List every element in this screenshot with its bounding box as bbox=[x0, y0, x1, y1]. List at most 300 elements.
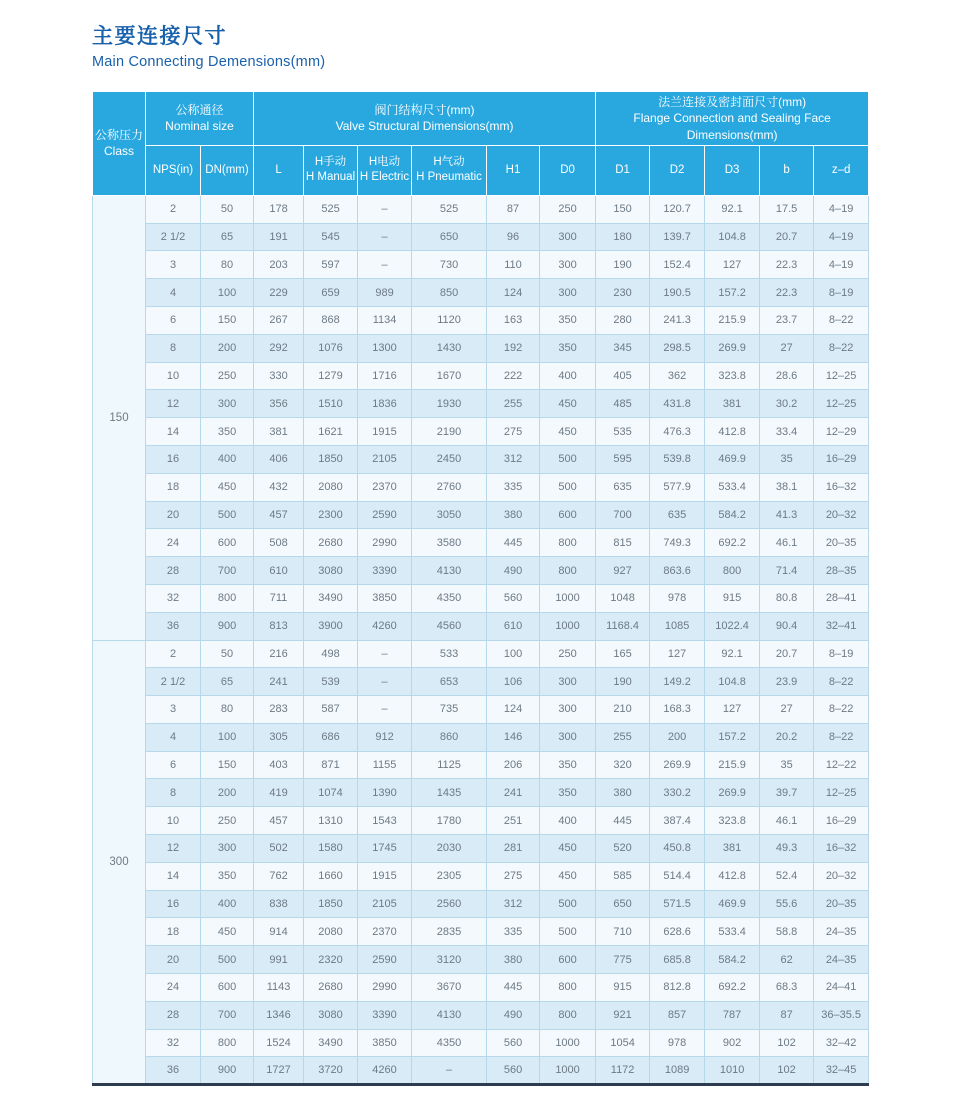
cell: 192 bbox=[487, 334, 540, 362]
cell: 1172 bbox=[596, 1057, 650, 1085]
cell: 230 bbox=[596, 279, 650, 307]
cell: 300 bbox=[540, 696, 596, 724]
cell: 450 bbox=[201, 473, 254, 501]
cell: 20–35 bbox=[814, 890, 869, 918]
cell: 100 bbox=[201, 279, 254, 307]
cell: 533.4 bbox=[705, 473, 760, 501]
title-block bbox=[0, 0, 960, 70]
cell: 33.4 bbox=[760, 418, 814, 446]
cell: 1621 bbox=[304, 418, 358, 446]
cell: 650 bbox=[596, 890, 650, 918]
cell: 36 bbox=[146, 1057, 201, 1085]
cell: 700 bbox=[596, 501, 650, 529]
cell: 8 bbox=[146, 779, 201, 807]
cell: 432 bbox=[254, 473, 304, 501]
cell: 300 bbox=[540, 723, 596, 751]
cell: 350 bbox=[540, 306, 596, 334]
cell: 267 bbox=[254, 306, 304, 334]
cell: 269.9 bbox=[650, 751, 705, 779]
cell: 3120 bbox=[412, 946, 487, 974]
cell: 92.1 bbox=[705, 640, 760, 668]
cell: 46.1 bbox=[760, 807, 814, 835]
cell: 3490 bbox=[304, 1029, 358, 1057]
cell: 65 bbox=[201, 223, 254, 251]
cell: 445 bbox=[487, 529, 540, 557]
cell: 3080 bbox=[304, 1001, 358, 1029]
table-row bbox=[93, 862, 869, 890]
cell: 190 bbox=[596, 251, 650, 279]
cell: 3490 bbox=[304, 584, 358, 612]
table-row bbox=[93, 390, 869, 418]
cell: 104.8 bbox=[705, 668, 760, 696]
cell: 215.9 bbox=[705, 306, 760, 334]
cell: 10 bbox=[146, 807, 201, 835]
cell: 2 bbox=[146, 195, 201, 223]
table-row bbox=[93, 1029, 869, 1057]
cell: 469.9 bbox=[705, 445, 760, 473]
cell: 587 bbox=[304, 696, 358, 724]
cell: 533 bbox=[412, 640, 487, 668]
cell: 700 bbox=[201, 1001, 254, 1029]
cell: 900 bbox=[201, 612, 254, 640]
cell: 600 bbox=[540, 946, 596, 974]
cell: 1310 bbox=[304, 807, 358, 835]
cell: 412.8 bbox=[705, 418, 760, 446]
table-row bbox=[93, 890, 869, 918]
cell: 16–32 bbox=[814, 835, 869, 863]
cell: 525 bbox=[304, 195, 358, 223]
cell: 469.9 bbox=[705, 890, 760, 918]
cell: 914 bbox=[254, 918, 304, 946]
table-row bbox=[93, 835, 869, 863]
cell: 255 bbox=[596, 723, 650, 751]
cell: – bbox=[358, 251, 412, 279]
cell: 1850 bbox=[304, 890, 358, 918]
col-header-h1: H1 bbox=[487, 145, 540, 195]
cell: 3580 bbox=[412, 529, 487, 557]
cell: 3390 bbox=[358, 557, 412, 585]
cell: 610 bbox=[254, 557, 304, 585]
cell: 23.7 bbox=[760, 306, 814, 334]
cell: 165 bbox=[596, 640, 650, 668]
cell: 508 bbox=[254, 529, 304, 557]
cell: 87 bbox=[760, 1001, 814, 1029]
cell: 16–32 bbox=[814, 473, 869, 501]
table-row bbox=[93, 1001, 869, 1029]
cell: 610 bbox=[487, 612, 540, 640]
cell: 16 bbox=[146, 445, 201, 473]
cell: 300 bbox=[201, 835, 254, 863]
cell: 32 bbox=[146, 1029, 201, 1057]
col-header-dn: DN(mm) bbox=[201, 145, 254, 195]
page-title: 主要连接尺寸 bbox=[92, 25, 227, 48]
cell: 27 bbox=[760, 696, 814, 724]
cell: 381 bbox=[705, 390, 760, 418]
cell: 1143 bbox=[254, 974, 304, 1002]
cell: 12–25 bbox=[814, 390, 869, 418]
cell: 600 bbox=[201, 529, 254, 557]
col-header-d3: D3 bbox=[705, 145, 760, 195]
cell: 450 bbox=[540, 835, 596, 863]
cell: 445 bbox=[596, 807, 650, 835]
cell: 653 bbox=[412, 668, 487, 696]
cell: 3900 bbox=[304, 612, 358, 640]
cell: 330.2 bbox=[650, 779, 705, 807]
cell: – bbox=[358, 696, 412, 724]
col-header-zd: z–d bbox=[814, 145, 869, 195]
table-row bbox=[93, 195, 869, 223]
cell: 871 bbox=[304, 751, 358, 779]
cell: 498 bbox=[304, 640, 358, 668]
cell: 23.9 bbox=[760, 668, 814, 696]
cell: 350 bbox=[540, 779, 596, 807]
cell: 8–22 bbox=[814, 723, 869, 751]
cell: 457 bbox=[254, 501, 304, 529]
dimensions-table bbox=[92, 91, 869, 1086]
cell: 8–22 bbox=[814, 306, 869, 334]
cell: 269.9 bbox=[705, 779, 760, 807]
cell: 2560 bbox=[412, 890, 487, 918]
cell: 3080 bbox=[304, 557, 358, 585]
cell: 490 bbox=[487, 557, 540, 585]
cell: 55.6 bbox=[760, 890, 814, 918]
cell: 20–32 bbox=[814, 862, 869, 890]
cell: 800 bbox=[705, 557, 760, 585]
cell: 800 bbox=[540, 1001, 596, 1029]
cell: 812.8 bbox=[650, 974, 705, 1002]
cell: 406 bbox=[254, 445, 304, 473]
cell: 36 bbox=[146, 612, 201, 640]
cell: 3850 bbox=[358, 1029, 412, 1057]
table-row bbox=[93, 251, 869, 279]
cell: 14 bbox=[146, 862, 201, 890]
cell: 800 bbox=[540, 529, 596, 557]
class-group-header: 公称压力 Class bbox=[93, 92, 146, 196]
cell: 241.3 bbox=[650, 306, 705, 334]
cell: 46.1 bbox=[760, 529, 814, 557]
cell: 350 bbox=[201, 862, 254, 890]
cell: 450 bbox=[540, 390, 596, 418]
cell: 405 bbox=[596, 362, 650, 390]
cell: 1836 bbox=[358, 390, 412, 418]
cell: 323.8 bbox=[705, 362, 760, 390]
cell: 12 bbox=[146, 390, 201, 418]
cell: 533.4 bbox=[705, 918, 760, 946]
cell: 22.3 bbox=[760, 279, 814, 307]
cell: 36–35.5 bbox=[814, 1001, 869, 1029]
cell: 545 bbox=[304, 223, 358, 251]
table-row bbox=[93, 306, 869, 334]
cell: 4560 bbox=[412, 612, 487, 640]
cell: 27 bbox=[760, 334, 814, 362]
col-header-h-manual: H手动 H Manual bbox=[304, 145, 358, 195]
cell: 978 bbox=[650, 1029, 705, 1057]
cell: 381 bbox=[254, 418, 304, 446]
cell: 4130 bbox=[412, 1001, 487, 1029]
cell: 500 bbox=[540, 890, 596, 918]
cell: 400 bbox=[201, 445, 254, 473]
nominal-size-group-header: 公称通径 Nominal size bbox=[146, 92, 254, 146]
col-header-h-electric: H电动 H Electric bbox=[358, 145, 412, 195]
cell: 16–29 bbox=[814, 445, 869, 473]
cell: 838 bbox=[254, 890, 304, 918]
cell: 921 bbox=[596, 1001, 650, 1029]
cell: 381 bbox=[705, 835, 760, 863]
cell: 863.6 bbox=[650, 557, 705, 585]
cell: 127 bbox=[650, 640, 705, 668]
table-row bbox=[93, 584, 869, 612]
cell: 20 bbox=[146, 946, 201, 974]
cell: 283 bbox=[254, 696, 304, 724]
cell: 96 bbox=[487, 223, 540, 251]
cell: 2590 bbox=[358, 946, 412, 974]
cell: 281 bbox=[487, 835, 540, 863]
cell: 490 bbox=[487, 1001, 540, 1029]
cell: 380 bbox=[596, 779, 650, 807]
cell: 100 bbox=[487, 640, 540, 668]
cell: 32 bbox=[146, 584, 201, 612]
valve-dimensions-group-header: 阀门结构尺寸(mm) Valve Structural Dimensions(mm) bbox=[254, 92, 596, 146]
cell: 850 bbox=[412, 279, 487, 307]
cell: 560 bbox=[487, 1029, 540, 1057]
cell: 255 bbox=[487, 390, 540, 418]
cell: 800 bbox=[540, 974, 596, 1002]
cell: 1850 bbox=[304, 445, 358, 473]
cell: 163 bbox=[487, 306, 540, 334]
cell: 335 bbox=[487, 473, 540, 501]
cell: 2990 bbox=[358, 974, 412, 1002]
cell: 710 bbox=[596, 918, 650, 946]
cell: 150 bbox=[201, 751, 254, 779]
cell: 50 bbox=[201, 640, 254, 668]
table-row bbox=[93, 918, 869, 946]
table-row bbox=[93, 612, 869, 640]
cell: 80 bbox=[201, 696, 254, 724]
cell: 3390 bbox=[358, 1001, 412, 1029]
cell: 269.9 bbox=[705, 334, 760, 362]
table-row bbox=[93, 668, 869, 696]
cell: 18 bbox=[146, 918, 201, 946]
cell: 35 bbox=[760, 751, 814, 779]
cell: 2 1/2 bbox=[146, 668, 201, 696]
cell: 927 bbox=[596, 557, 650, 585]
cell: 595 bbox=[596, 445, 650, 473]
cell: 450 bbox=[540, 418, 596, 446]
cell: 180 bbox=[596, 223, 650, 251]
cell: 28 bbox=[146, 557, 201, 585]
table-row bbox=[93, 529, 869, 557]
cell: 102 bbox=[760, 1057, 814, 1085]
cell: 2680 bbox=[304, 529, 358, 557]
cell: 2370 bbox=[358, 918, 412, 946]
cell: 92.1 bbox=[705, 195, 760, 223]
cell: 560 bbox=[487, 584, 540, 612]
cell: 1524 bbox=[254, 1029, 304, 1057]
cell: 58.8 bbox=[760, 918, 814, 946]
table-row bbox=[93, 751, 869, 779]
class-label-300: 300 bbox=[93, 640, 146, 1085]
cell: 356 bbox=[254, 390, 304, 418]
cell: 1076 bbox=[304, 334, 358, 362]
cell: 127 bbox=[705, 251, 760, 279]
cell: 2080 bbox=[304, 918, 358, 946]
cell: 124 bbox=[487, 696, 540, 724]
cell: 10 bbox=[146, 362, 201, 390]
table-row bbox=[93, 779, 869, 807]
cell: 1089 bbox=[650, 1057, 705, 1085]
cell: 1580 bbox=[304, 835, 358, 863]
cell: 12–22 bbox=[814, 751, 869, 779]
cell: 2300 bbox=[304, 501, 358, 529]
cell: 20–32 bbox=[814, 501, 869, 529]
cell: 419 bbox=[254, 779, 304, 807]
cell: 124 bbox=[487, 279, 540, 307]
cell: 4350 bbox=[412, 1029, 487, 1057]
cell: 4350 bbox=[412, 584, 487, 612]
cell: 20.7 bbox=[760, 223, 814, 251]
cell: 275 bbox=[487, 418, 540, 446]
cell: – bbox=[358, 223, 412, 251]
cell: 584.2 bbox=[705, 946, 760, 974]
cell: 200 bbox=[201, 779, 254, 807]
cell: 4–19 bbox=[814, 223, 869, 251]
cell: 28–35 bbox=[814, 557, 869, 585]
cell: 8–22 bbox=[814, 668, 869, 696]
cell: 431.8 bbox=[650, 390, 705, 418]
cell: 1346 bbox=[254, 1001, 304, 1029]
cell: 4 bbox=[146, 279, 201, 307]
cell: 600 bbox=[201, 974, 254, 1002]
cell: 24 bbox=[146, 529, 201, 557]
cell: 250 bbox=[540, 640, 596, 668]
cell: 868 bbox=[304, 306, 358, 334]
cell: 241 bbox=[254, 668, 304, 696]
cell: 12–29 bbox=[814, 418, 869, 446]
cell: 17.5 bbox=[760, 195, 814, 223]
cell: 275 bbox=[487, 862, 540, 890]
cell: 191 bbox=[254, 223, 304, 251]
cell: 500 bbox=[201, 946, 254, 974]
cell: 100 bbox=[201, 723, 254, 751]
cell: 800 bbox=[540, 557, 596, 585]
cell: 178 bbox=[254, 195, 304, 223]
cell: 650 bbox=[412, 223, 487, 251]
cell: 1727 bbox=[254, 1057, 304, 1085]
cell: 8–19 bbox=[814, 640, 869, 668]
cell: 813 bbox=[254, 612, 304, 640]
cell: 1915 bbox=[358, 862, 412, 890]
cell: 1054 bbox=[596, 1029, 650, 1057]
cell: 1915 bbox=[358, 418, 412, 446]
col-header-d1: D1 bbox=[596, 145, 650, 195]
cell: 80 bbox=[201, 251, 254, 279]
cell: 12–25 bbox=[814, 779, 869, 807]
cell: 24–35 bbox=[814, 918, 869, 946]
cell: 3670 bbox=[412, 974, 487, 1002]
cell: 20 bbox=[146, 501, 201, 529]
table-row bbox=[93, 640, 869, 668]
cell: 312 bbox=[487, 445, 540, 473]
cell: 8 bbox=[146, 334, 201, 362]
cell: 815 bbox=[596, 529, 650, 557]
cell: 150 bbox=[201, 306, 254, 334]
cell: 90.4 bbox=[760, 612, 814, 640]
cell: 292 bbox=[254, 334, 304, 362]
cell: 635 bbox=[596, 473, 650, 501]
cell: 32–41 bbox=[814, 612, 869, 640]
cell: 120.7 bbox=[650, 195, 705, 223]
cell: 1670 bbox=[412, 362, 487, 390]
cell: 775 bbox=[596, 946, 650, 974]
cell: 110 bbox=[487, 251, 540, 279]
cell: 300 bbox=[540, 223, 596, 251]
cell: 800 bbox=[201, 1029, 254, 1057]
cell: 4260 bbox=[358, 612, 412, 640]
cell: 900 bbox=[201, 1057, 254, 1085]
section-class-300 bbox=[93, 640, 869, 1085]
cell: 127 bbox=[705, 696, 760, 724]
cell: 597 bbox=[304, 251, 358, 279]
cell: 241 bbox=[487, 779, 540, 807]
cell: 711 bbox=[254, 584, 304, 612]
cell: 6 bbox=[146, 306, 201, 334]
cell: 700 bbox=[201, 557, 254, 585]
cell: 2760 bbox=[412, 473, 487, 501]
cell: 3 bbox=[146, 251, 201, 279]
cell: 203 bbox=[254, 251, 304, 279]
cell: 912 bbox=[358, 723, 412, 751]
cell: 730 bbox=[412, 251, 487, 279]
col-header-b: b bbox=[760, 145, 814, 195]
cell: 102 bbox=[760, 1029, 814, 1057]
cell: 584.2 bbox=[705, 501, 760, 529]
cell: 2680 bbox=[304, 974, 358, 1002]
cell: 412.8 bbox=[705, 862, 760, 890]
cell: 1000 bbox=[540, 612, 596, 640]
cell: 1510 bbox=[304, 390, 358, 418]
cell: 500 bbox=[540, 445, 596, 473]
cell: 2370 bbox=[358, 473, 412, 501]
cell: 1930 bbox=[412, 390, 487, 418]
cell: 2305 bbox=[412, 862, 487, 890]
cell: 87 bbox=[487, 195, 540, 223]
cell: 1390 bbox=[358, 779, 412, 807]
cell: 14 bbox=[146, 418, 201, 446]
cell: 387.4 bbox=[650, 807, 705, 835]
table-row bbox=[93, 723, 869, 751]
cell: 692.2 bbox=[705, 974, 760, 1002]
cell: 71.4 bbox=[760, 557, 814, 585]
cell: 991 bbox=[254, 946, 304, 974]
cell: 157.2 bbox=[705, 723, 760, 751]
cell: 39.7 bbox=[760, 779, 814, 807]
cell: 68.3 bbox=[760, 974, 814, 1002]
cell: 28.6 bbox=[760, 362, 814, 390]
cell: 2990 bbox=[358, 529, 412, 557]
cell: 250 bbox=[201, 807, 254, 835]
cell: 476.3 bbox=[650, 418, 705, 446]
table-row bbox=[93, 807, 869, 835]
cell: 1000 bbox=[540, 1057, 596, 1085]
cell: 350 bbox=[540, 334, 596, 362]
cell: 330 bbox=[254, 362, 304, 390]
cell: 1022.4 bbox=[705, 612, 760, 640]
cell: 445 bbox=[487, 974, 540, 1002]
cell: – bbox=[358, 640, 412, 668]
cell: 571.5 bbox=[650, 890, 705, 918]
cell: 22.3 bbox=[760, 251, 814, 279]
cell: 2 bbox=[146, 640, 201, 668]
